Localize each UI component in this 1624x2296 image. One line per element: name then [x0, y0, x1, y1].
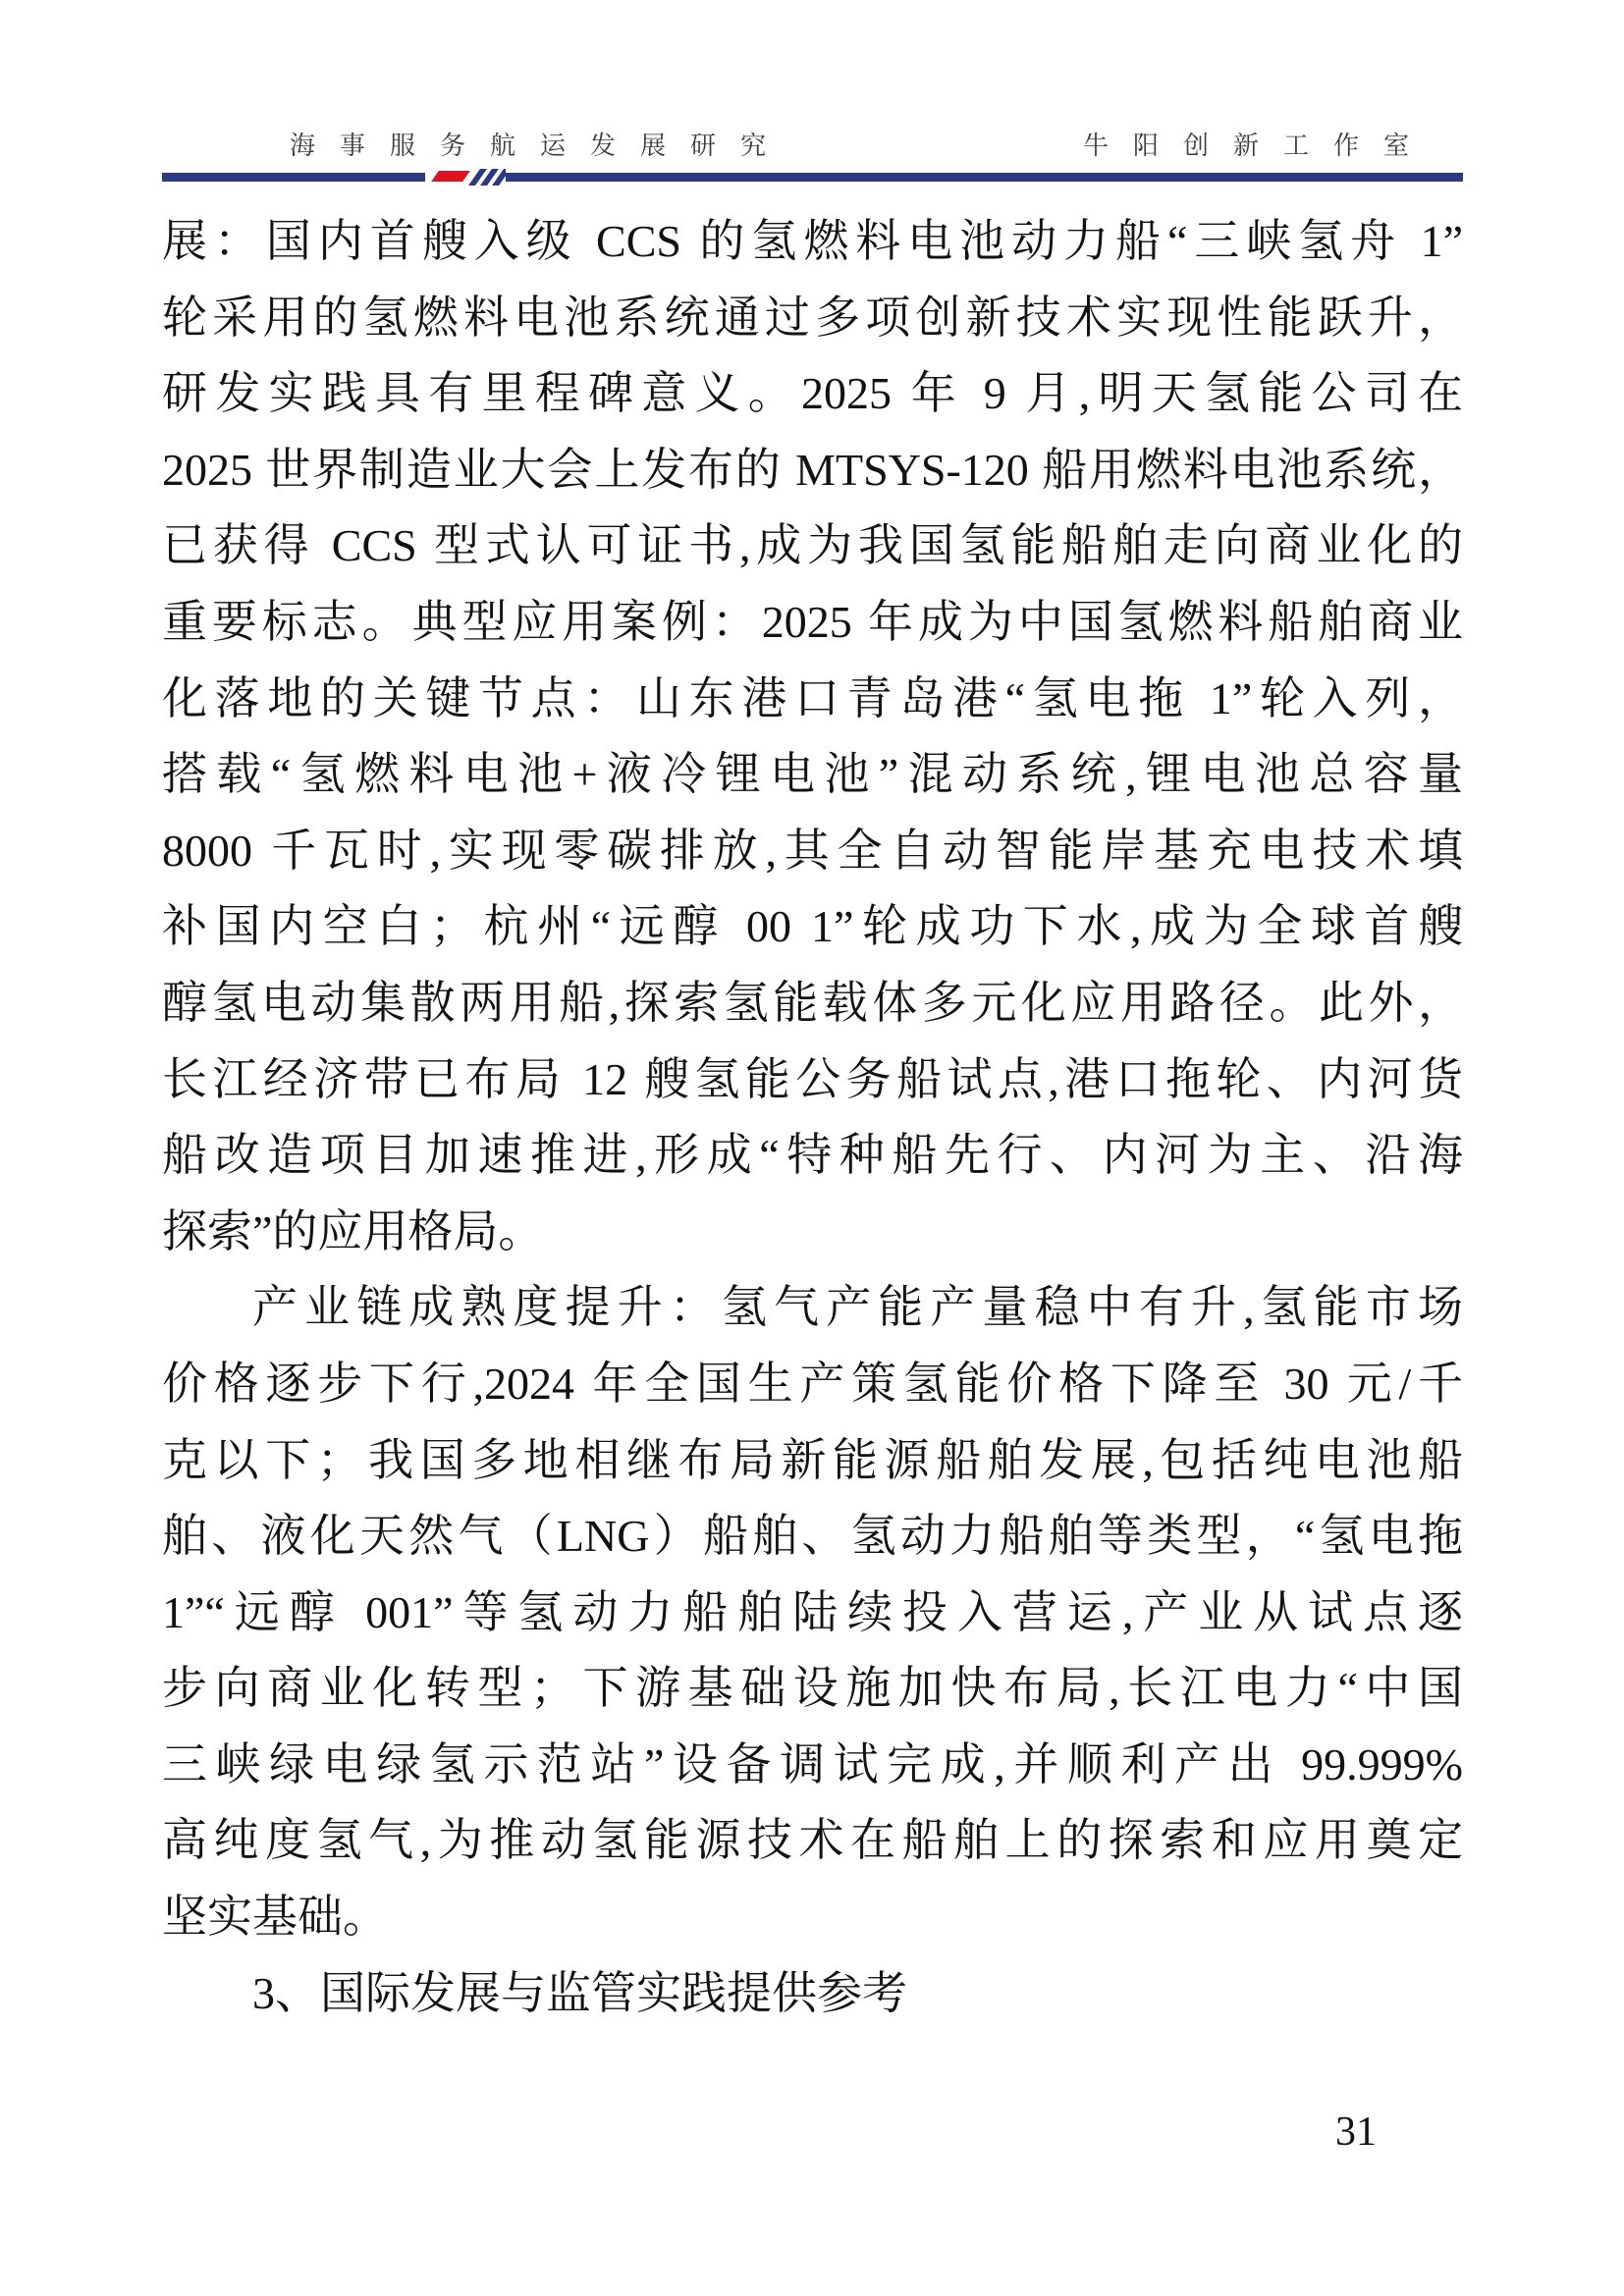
paragraph-line: 重要标志。典型应用案例：2025 年成为中国氢燃料船舶商业 — [162, 596, 1463, 647]
section-heading-line: 3、国际发展与监管实践提供参考 — [252, 1967, 907, 2018]
header-right-title: 牛阳创新工作室 — [1082, 131, 1434, 160]
page-number: 31 — [1335, 2109, 1377, 2155]
paragraph-line: 2025 世界制造业大会上发布的 MTSYS-120 船用燃料电池系统， — [162, 444, 1463, 495]
paragraph-line: 船改造项目加速推进,形成“特种船先行、内河为主、沿海 — [162, 1130, 1463, 1181]
page-header — [162, 126, 1463, 161]
paragraph-line: 舶、液化天然气（LNG）船舶、氢动力船舶等类型，“氢电拖 — [162, 1511, 1463, 1562]
paragraph-line: 长江经济带已布局 12 艘氢能公务船试点,港口拖轮、内河货 — [162, 1053, 1463, 1104]
paragraph-line: 搭载“氢燃料电池+液冷锂电池”混动系统,锂电池总容量 — [162, 749, 1463, 800]
paragraph-line: 1”“远醇 001”等氢动力船舶陆续投入营运,产业从试点逐 — [162, 1586, 1463, 1637]
header-left-title: 海事服务航运发展研究 — [290, 131, 791, 160]
paragraph-line: 克以下；我国多地相继布局新能源船舶发展,包括纯电池船 — [162, 1434, 1463, 1485]
paragraph-line: 已获得 CCS 型式认可证书,成为我国氢能船舶走向商业化的 — [162, 520, 1463, 571]
paragraph-line: 补国内空白；杭州“远醇 00 1”轮成功下水,成为全球首艘 — [162, 901, 1463, 952]
paragraph-line: 展：国内首艘入级 CCS 的氢燃料电池动力船“三峡氢舟 1” — [162, 216, 1463, 266]
rule-red-accent — [431, 171, 470, 182]
header-rule-decoration — [425, 169, 506, 186]
header-rule — [162, 173, 1463, 182]
paragraph-line: 探索”的应用格局。 — [162, 1205, 544, 1256]
paragraph-line: 醇氢电动集散两用船,探索氢能载体多元化应用路径。此外， — [162, 977, 1463, 1028]
paragraph-line: 8000 千瓦时,实现零碳排放,其全自动智能岸基充电技术填 — [162, 825, 1463, 876]
paragraph-line: 研发实践具有里程碑意义。2025 年 9 月,明天氢能公司在 — [162, 368, 1463, 419]
paragraph-line: 步向商业化转型；下游基础设施加快布局,长江电力“中国 — [162, 1663, 1463, 1714]
paragraph-line: 三峡绿电绿氢示范站”设备调试完成,并顺利产出 99.999% — [162, 1738, 1463, 1789]
paragraph-line: 轮采用的氢燃料电池系统通过多项创新技术实现性能跃升， — [162, 292, 1463, 343]
paragraph-line: 高纯度氢气,为推动氢能源技术在船舶上的探索和应用奠定 — [162, 1815, 1463, 1866]
paragraph-line: 产业链成熟度提升：氢气产能产量稳中有升,氢能市场 — [252, 1282, 1463, 1333]
body-text — [162, 203, 1463, 2031]
paragraph-line: 价格逐步下行,2024 年全国生产策氢能价格下降至 30 元/千 — [162, 1358, 1463, 1409]
paragraph-line: 坚实基础。 — [162, 1892, 388, 1943]
paragraph-line: 化落地的关键节点：山东港口青岛港“氢电拖 1”轮入列， — [162, 672, 1463, 723]
